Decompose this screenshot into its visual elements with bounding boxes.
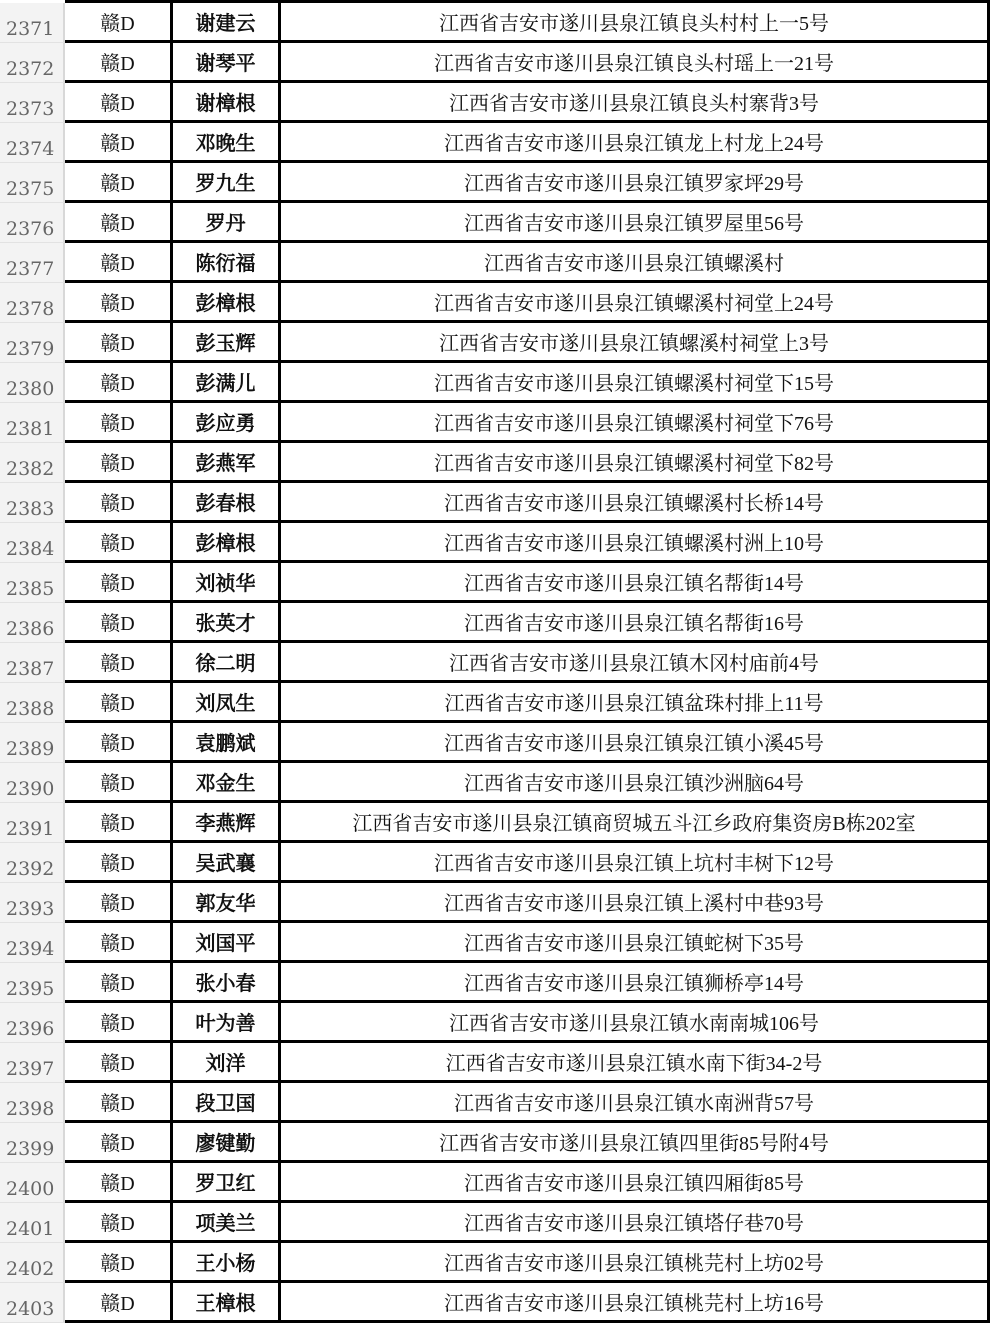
name-cell[interactable]: 彭樟根: [173, 283, 281, 323]
table-row: [0, 843, 992, 883]
table-row: [0, 723, 992, 763]
table-row: [0, 483, 992, 523]
table-row: [0, 963, 992, 1003]
table-row: [0, 123, 992, 163]
name-cell[interactable]: 项美兰: [173, 1203, 281, 1243]
name-cell[interactable]: 李燕辉: [173, 803, 281, 843]
address-cell[interactable]: 江西省吉安市遂川县泉江镇螺溪村洲上10号: [281, 523, 990, 563]
row-number-header[interactable]: 2381: [0, 403, 65, 443]
plate-cell[interactable]: 赣D: [65, 83, 173, 123]
table-row: [0, 683, 992, 723]
plate-cell[interactable]: 赣D: [65, 163, 173, 203]
address-cell[interactable]: 江西省吉安市遂川县泉江镇螺溪村祠堂下76号: [281, 403, 990, 443]
plate-cell[interactable]: 赣D: [65, 323, 173, 363]
plate-cell[interactable]: 赣D: [65, 123, 173, 163]
table-row: [0, 603, 992, 643]
name-cell[interactable]: 段卫国: [173, 1083, 281, 1123]
name-cell[interactable]: 谢樟根: [173, 83, 281, 123]
address-cell[interactable]: 江西省吉安市遂川县泉江镇上溪村中巷93号: [281, 883, 990, 923]
plate-cell[interactable]: 赣D: [65, 1163, 173, 1203]
name-cell[interactable]: 陈衍福: [173, 243, 281, 283]
address-cell[interactable]: 江西省吉安市遂川县泉江镇木冈村庙前4号: [281, 643, 990, 683]
address-cell[interactable]: 江西省吉安市遂川县泉江镇桃芫村上坊16号: [281, 1283, 990, 1323]
table-row: [0, 1043, 992, 1083]
plate-cell[interactable]: 赣D: [65, 1283, 173, 1323]
name-cell[interactable]: 刘祯华: [173, 563, 281, 603]
name-cell[interactable]: 刘国平: [173, 923, 281, 963]
name-cell[interactable]: 徐二明: [173, 643, 281, 683]
row-number-header[interactable]: 2375: [0, 163, 65, 203]
table-row: [0, 363, 992, 403]
row-number-header[interactable]: 2392: [0, 843, 65, 883]
row-number-header[interactable]: 2379: [0, 323, 65, 363]
address-cell[interactable]: 江西省吉安市遂川县泉江镇罗屋里56号: [281, 203, 990, 243]
plate-cell[interactable]: 赣D: [65, 403, 173, 443]
row-number-header[interactable]: 2377: [0, 243, 65, 283]
name-cell[interactable]: 张小春: [173, 963, 281, 1003]
table-row: [0, 83, 992, 123]
name-cell[interactable]: 王小杨: [173, 1243, 281, 1283]
name-cell[interactable]: 罗卫红: [173, 1163, 281, 1203]
plate-cell[interactable]: 赣D: [65, 1083, 173, 1123]
address-cell[interactable]: 江西省吉安市遂川县泉江镇蛇树下35号: [281, 923, 990, 963]
row-number-header[interactable]: 2394: [0, 923, 65, 963]
address-cell[interactable]: 江西省吉安市遂川县泉江镇桃芫村上坊02号: [281, 1243, 990, 1283]
address-cell[interactable]: 江西省吉安市遂川县泉江镇沙洲脑64号: [281, 763, 990, 803]
address-cell[interactable]: 江西省吉安市遂川县泉江镇名帮街16号: [281, 603, 990, 643]
name-cell[interactable]: 刘洋: [173, 1043, 281, 1083]
table-row: [0, 523, 992, 563]
plate-cell[interactable]: 赣D: [65, 643, 173, 683]
table-row: [0, 203, 992, 243]
row-number-header[interactable]: 2386: [0, 603, 65, 643]
row-number-header[interactable]: 2391: [0, 803, 65, 843]
row-number-header[interactable]: 2388: [0, 683, 65, 723]
address-cell[interactable]: 江西省吉安市遂川县泉江镇螺溪村祠堂上24号: [281, 283, 990, 323]
name-cell[interactable]: 廖键勤: [173, 1123, 281, 1163]
plate-cell[interactable]: 赣D: [65, 803, 173, 843]
name-cell[interactable]: 罗九生: [173, 163, 281, 203]
table-row: [0, 243, 992, 283]
row-number-header[interactable]: 2376: [0, 203, 65, 243]
address-cell[interactable]: 江西省吉安市遂川县泉江镇名帮街14号: [281, 563, 990, 603]
address-cell[interactable]: 江西省吉安市遂川县泉江镇商贸城五斗江乡政府集资房B栋202室: [281, 803, 990, 843]
plate-cell[interactable]: 赣D: [65, 963, 173, 1003]
row-number-header[interactable]: 2397: [0, 1043, 65, 1083]
row-number-header[interactable]: 2380: [0, 363, 65, 403]
table-row: [0, 323, 992, 363]
table-row: [0, 1283, 992, 1323]
plate-cell[interactable]: 赣D: [65, 443, 173, 483]
address-cell[interactable]: 江西省吉安市遂川县泉江镇螺溪村祠堂上3号: [281, 323, 990, 363]
address-cell[interactable]: 江西省吉安市遂川县泉江镇盆珠村排上11号: [281, 683, 990, 723]
address-cell[interactable]: 江西省吉安市遂川县泉江镇水南洲背57号: [281, 1083, 990, 1123]
plate-cell[interactable]: 赣D: [65, 363, 173, 403]
row-number-header[interactable]: 2400: [0, 1163, 65, 1203]
address-cell[interactable]: 江西省吉安市遂川县泉江镇四厢街85号: [281, 1163, 990, 1203]
name-cell[interactable]: 张英才: [173, 603, 281, 643]
table-row: [0, 1203, 992, 1243]
address-cell[interactable]: 江西省吉安市遂川县泉江镇龙上村龙上24号: [281, 123, 990, 163]
plate-cell[interactable]: 赣D: [65, 43, 173, 83]
plate-cell[interactable]: 赣D: [65, 523, 173, 563]
address-cell[interactable]: 江西省吉安市遂川县泉江镇罗家坪29号: [281, 163, 990, 203]
row-number-header[interactable]: 2395: [0, 963, 65, 1003]
plate-cell[interactable]: 赣D: [65, 603, 173, 643]
plate-cell[interactable]: 赣D: [65, 1243, 173, 1283]
row-number-header[interactable]: 2384: [0, 523, 65, 563]
plate-cell[interactable]: 赣D: [65, 763, 173, 803]
table-row: [0, 923, 992, 963]
table-row: [0, 283, 992, 323]
table-row: [0, 763, 992, 803]
row-number-header[interactable]: 2372: [0, 43, 65, 83]
row-number-header[interactable]: 2389: [0, 723, 65, 763]
table-row: [0, 1163, 992, 1203]
row-number-header[interactable]: 2393: [0, 883, 65, 923]
table-row: [0, 43, 992, 83]
plate-cell[interactable]: 赣D: [65, 203, 173, 243]
table-row: [0, 1243, 992, 1283]
address-cell[interactable]: 江西省吉安市遂川县泉江镇四里街85号附4号: [281, 1123, 990, 1163]
address-cell[interactable]: 江西省吉安市遂川县泉江镇上坑村丰树下12号: [281, 843, 990, 883]
plate-cell[interactable]: 赣D: [65, 683, 173, 723]
plate-cell[interactable]: 赣D: [65, 923, 173, 963]
address-cell[interactable]: 江西省吉安市遂川县泉江镇塔仔巷70号: [281, 1203, 990, 1243]
name-cell[interactable]: 彭春根: [173, 483, 281, 523]
row-number-header[interactable]: 2396: [0, 1003, 65, 1043]
plate-cell[interactable]: 赣D: [65, 1043, 173, 1083]
table-row: [0, 443, 992, 483]
address-cell[interactable]: 江西省吉安市遂川县泉江镇螺溪村祠堂下82号: [281, 443, 990, 483]
table-row: [0, 643, 992, 683]
row-number-header[interactable]: 2374: [0, 123, 65, 163]
row-number-header[interactable]: 2373: [0, 83, 65, 123]
row-number-header[interactable]: 2382: [0, 443, 65, 483]
name-cell[interactable]: 彭应勇: [173, 403, 281, 443]
address-cell[interactable]: 江西省吉安市遂川县泉江镇泉江镇小溪45号: [281, 723, 990, 763]
address-cell[interactable]: 江西省吉安市遂川县泉江镇螺溪村祠堂下15号: [281, 363, 990, 403]
name-cell[interactable]: 郭友华: [173, 883, 281, 923]
plate-cell[interactable]: 赣D: [65, 843, 173, 883]
name-cell[interactable]: 罗丹: [173, 203, 281, 243]
row-number-header[interactable]: 2398: [0, 1083, 65, 1123]
row-number-header[interactable]: 2390: [0, 763, 65, 803]
plate-cell[interactable]: 赣D: [65, 883, 173, 923]
row-number-header[interactable]: 2371: [0, 3, 65, 43]
plate-cell[interactable]: 赣D: [65, 563, 173, 603]
table-row: [0, 403, 992, 443]
table-row: [0, 3, 992, 43]
table-row: [0, 163, 992, 203]
row-number-header[interactable]: 2383: [0, 483, 65, 523]
table-row: [0, 883, 992, 923]
name-cell[interactable]: 彭燕军: [173, 443, 281, 483]
row-number-header[interactable]: 2378: [0, 283, 65, 323]
name-cell[interactable]: 王樟根: [173, 1283, 281, 1323]
name-cell[interactable]: 彭玉辉: [173, 323, 281, 363]
address-cell[interactable]: 江西省吉安市遂川县泉江镇良头村寨背3号: [281, 83, 990, 123]
name-cell[interactable]: 叶为善: [173, 1003, 281, 1043]
address-cell[interactable]: 江西省吉安市遂川县泉江镇水南下街34-2号: [281, 1043, 990, 1083]
name-cell[interactable]: 邓金生: [173, 763, 281, 803]
name-cell[interactable]: 邓晚生: [173, 123, 281, 163]
plate-cell[interactable]: 赣D: [65, 483, 173, 523]
row-number-header[interactable]: 2399: [0, 1123, 65, 1163]
row-number-header[interactable]: 2403: [0, 1283, 65, 1323]
name-cell[interactable]: 谢建云: [173, 3, 281, 43]
plate-cell[interactable]: 赣D: [65, 1123, 173, 1163]
address-cell[interactable]: 江西省吉安市遂川县泉江镇螺溪村长桥14号: [281, 483, 990, 523]
table-row: [0, 803, 992, 843]
name-cell[interactable]: 吴武襄: [173, 843, 281, 883]
spreadsheet-grid: [0, 3, 992, 1323]
row-number-header[interactable]: 2401: [0, 1203, 65, 1243]
name-cell[interactable]: 刘凤生: [173, 683, 281, 723]
address-cell[interactable]: 江西省吉安市遂川县泉江镇良头村村上一5号: [281, 3, 990, 43]
plate-cell[interactable]: 赣D: [65, 3, 173, 43]
name-cell[interactable]: 袁鹏斌: [173, 723, 281, 763]
address-cell[interactable]: 江西省吉安市遂川县泉江镇狮桥亭14号: [281, 963, 990, 1003]
address-cell[interactable]: 江西省吉安市遂川县泉江镇螺溪村: [281, 243, 990, 283]
table-row: [0, 1083, 992, 1123]
plate-cell[interactable]: 赣D: [65, 1203, 173, 1243]
plate-cell[interactable]: 赣D: [65, 1003, 173, 1043]
plate-cell[interactable]: 赣D: [65, 283, 173, 323]
plate-cell[interactable]: 赣D: [65, 723, 173, 763]
table-row: [0, 563, 992, 603]
address-cell[interactable]: 江西省吉安市遂川县泉江镇水南南城106号: [281, 1003, 990, 1043]
row-number-header[interactable]: 2387: [0, 643, 65, 683]
address-cell[interactable]: 江西省吉安市遂川县泉江镇良头村瑶上一21号: [281, 43, 990, 83]
row-number-header[interactable]: 2385: [0, 563, 65, 603]
table-row: [0, 1003, 992, 1043]
row-number-header[interactable]: 2402: [0, 1243, 65, 1283]
name-cell[interactable]: 谢琴平: [173, 43, 281, 83]
table-row: [0, 1123, 992, 1163]
plate-cell[interactable]: 赣D: [65, 243, 173, 283]
name-cell[interactable]: 彭满儿: [173, 363, 281, 403]
name-cell[interactable]: 彭樟根: [173, 523, 281, 563]
